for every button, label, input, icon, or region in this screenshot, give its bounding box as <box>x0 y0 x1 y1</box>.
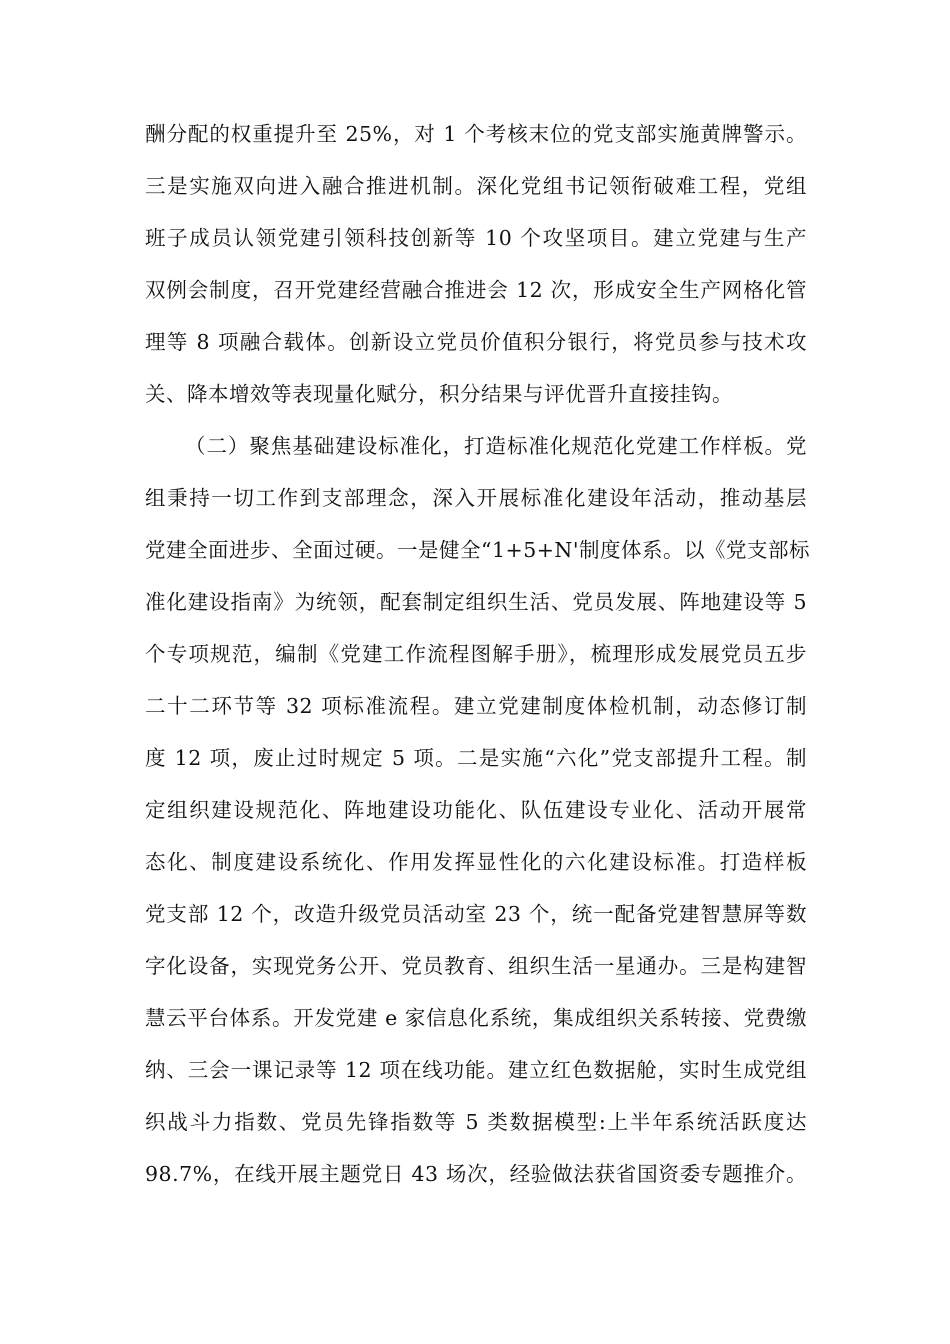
text-line: 字化设备，实现党务公开、党员教育、组织生活一星通办。三是构建智 <box>145 954 807 978</box>
text-line: 个专项规范，编制《党建工作流程图解手册》，梳理形成发展党员五步 <box>145 642 807 666</box>
text-line: 班子成员认领党建引领科技创新等 10 个攻坚项目。建立党建与生产 <box>145 226 807 250</box>
body-text <box>145 108 810 1200</box>
text-line: 理等 8 项融合载体。创新设立党员价值积分银行，将党员参与技术攻 <box>145 330 807 354</box>
text-line: 三是实施双向进入融合推进机制。深化党组书记领衔破难工程，党组 <box>145 174 807 198</box>
text-line: 组秉持一切工作到支部理念，深入开展标准化建设年活动，推动基层 <box>145 486 807 510</box>
text-line: 纳、三会一课记录等 12 项在线功能。建立红色数据舱，实时生成党组 <box>145 1058 807 1082</box>
text-line: 党支部 12 个，改造升级党员活动室 23 个，统一配备党建智慧屏等数 <box>145 902 807 926</box>
text-line: 酬分配的权重提升至 25%，对 1 个考核末位的党支部实施黄牌警示。 <box>145 122 807 146</box>
text-line: 双例会制度，召开党建经营融合推进会 12 次，形成安全生产网格化管 <box>145 278 807 302</box>
text-line: 关、降本增效等表现量化赋分，积分结果与评优晋升直接挂钩。 <box>145 382 733 406</box>
text-line: 度 12 项，废止过时规定 5 项。二是实施“六化”党支部提升工程。制 <box>145 746 807 770</box>
text-line: 态化、制度建设系统化、作用发挥显性化的六化建设标准。打造样板 <box>145 850 807 874</box>
text-line: 慧云平台体系。开发党建 e 家信息化系统，集成组织关系转接、党费缴 <box>145 1006 807 1030</box>
text-line: 党建全面进步、全面过硬。一是健全“1+5+N'制度体系。以《党支部标 <box>145 538 810 562</box>
section-heading-line: （二）聚焦基础建设标准化，打造标准化规范化党建工作样板。党 <box>185 434 807 458</box>
text-line: 织战斗力指数、党员先锋指数等 5 类数据模型:上半年系统活跃度达 <box>145 1110 807 1134</box>
text-line: 二十二环节等 32 项标准流程。建立党建制度体检机制，动态修订制 <box>145 694 807 718</box>
text-line: 定组织建设规范化、阵地建设功能化、队伍建设专业化、活动开展常 <box>145 798 807 822</box>
text-line: 98.7%，在线开展主题党日 43 场次，经验做法获省国资委专题推介。 <box>145 1162 807 1186</box>
text-line: 准化建设指南》为统领，配套制定组织生活、党员发展、阵地建设等 5 <box>145 590 807 614</box>
